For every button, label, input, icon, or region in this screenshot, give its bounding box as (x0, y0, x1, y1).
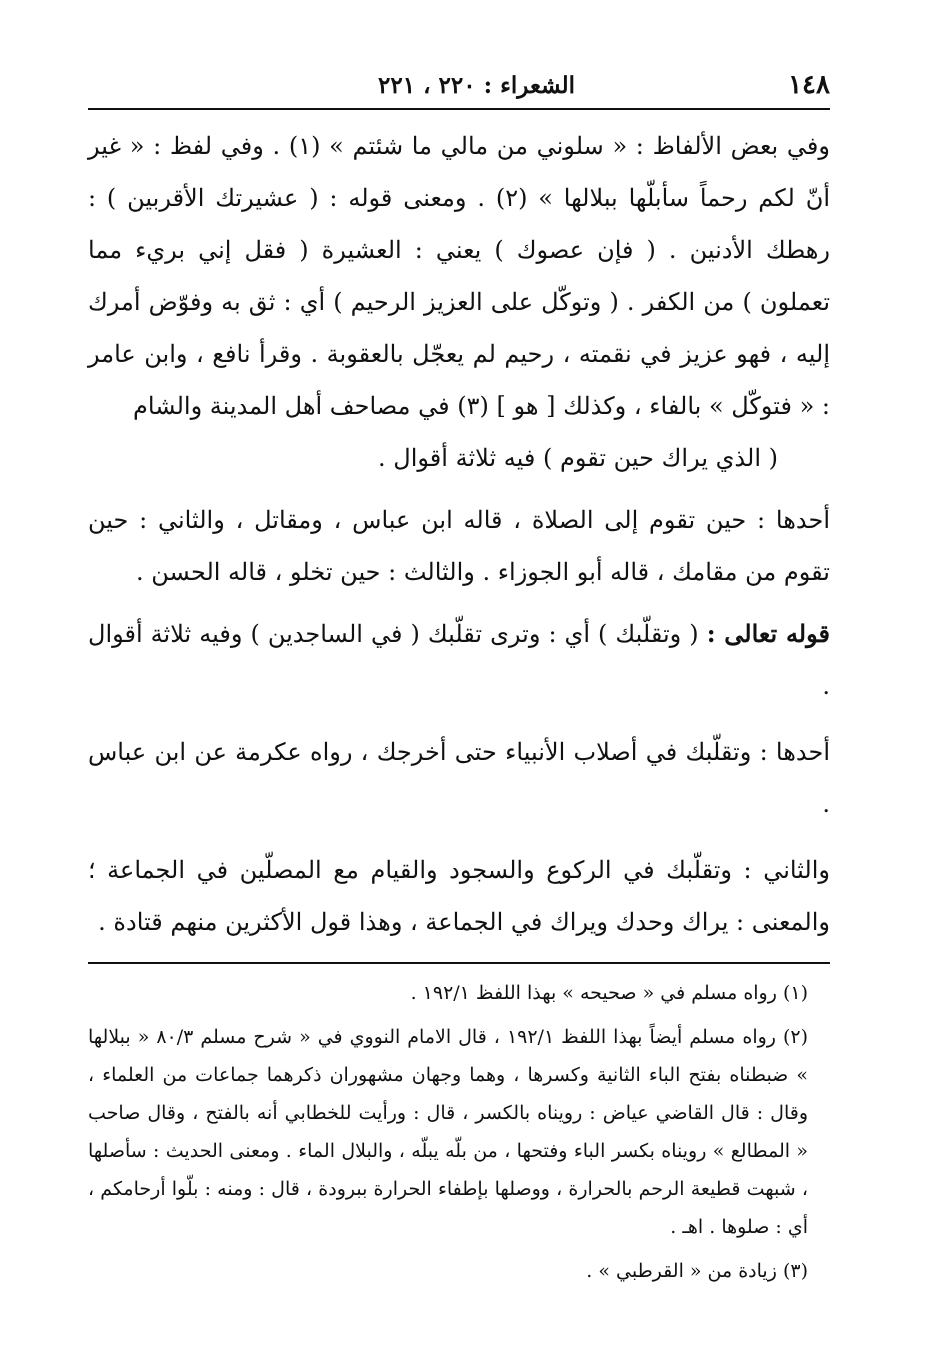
footnote-2: (٢) رواه مسلم أيضاً بهذا اللفظ ١٩٢/١ ، قال الامام النووي في « شرح مسلم ٨٠/٣ « ببلالها » ضبطناه بفتح الباء الثانية وكسرها ، وهما وجهان مشهوران ذكرهما جماعات من العلماء ، وقال : قال القاضي عياض : رويناه بالكسر ، قال : ورأيت للخطابي أنه بالفتح ، وقال صاحب « المطالع » رويناه بكسر الباء وفتحها ، من بلّه يبلّه ، والبلال الماء . ومعنى الحديث : سأصلها ، شبهت قطيعة الرحم بالحرارة ، ووصلها بإطفاء الحرارة ببرودة ، قال : ومنه : بلّوا أرحامكم ، أي : صلوها . اهـ . (88, 1026, 808, 1238)
paragraph-2: أحدها : حين تقوم إلى الصلاة ، قاله ابن عباس ، ومقاتل ، والثاني : حين تقوم من مقامك ، قاله أبو الجوزاء . والثالث : حين تخلو ، قاله الحسن . (88, 506, 830, 586)
page-header (88, 60, 830, 108)
paragraph-verse-heading: ( الذي يراك حين تقوم ) فيه ثلاثة أقوال . (378, 444, 778, 472)
page-number: ١٤٨ (788, 70, 830, 100)
footnote-rule (88, 962, 830, 964)
footnote-3: (٣) زيادة من « القرطبي » . (586, 1260, 808, 1282)
main-text (88, 120, 830, 948)
paragraph-3 (88, 608, 830, 712)
lead-in: قوله تعالى : (706, 619, 830, 648)
paragraph-3-text: ( وتقلّبك ) أي : وترى تقلّبك ( في الساجدين ) وفيه ثلاثة أقوال . (88, 620, 830, 700)
running-head: الشعراء : ٢٢٠ ، ٢٢١ (378, 72, 575, 99)
footnotes (88, 974, 830, 1290)
paragraph-1: وفي بعض الألفاظ : « سلوني من مالي ما شئتم » (١) . وفي لفظ : « غير أنّ لكم رحماً سأبلّها ببلالها » (٢) . ومعنى قوله : ( عشيرتك الأقربين ) : رهطك الأدنين . ( فإن عصوك ) يعني : العشيرة ( فقل إني بريء مما تعملون ) من الكفر . ( وتوكّل على العزيز الرحيم ) أي : ثق به وفوّض أمرك إليه ، فهو عزيز في نقمته ، رحيم لم يعجّل بالعقوبة . وقرأ نافع ، وابن عامر : « فتوكّل » بالفاء ، وكذلك [ هو ] (٣) في مصاحف أهل المدينة والشام (88, 132, 830, 420)
paragraph-5: والثاني : وتقلّبك في الركوع والسجود والقيام مع المصلّين في الجماعة ؛ والمعنى : يراك وحدك ويراك في الجماعة ، وهذا قول الأكثرين منهم قتادة . (88, 856, 830, 936)
book-page (88, 60, 830, 1290)
footnote-1: (١) رواه مسلم في « صحيحه » بهذا اللفظ ١٩٢/١ . (410, 982, 808, 1004)
header-rule (88, 108, 830, 110)
paragraph-4: أحدها : وتقلّبك في أصلاب الأنبياء حتى أخرجك ، رواه عكرمة عن ابن عباس . (88, 738, 830, 818)
